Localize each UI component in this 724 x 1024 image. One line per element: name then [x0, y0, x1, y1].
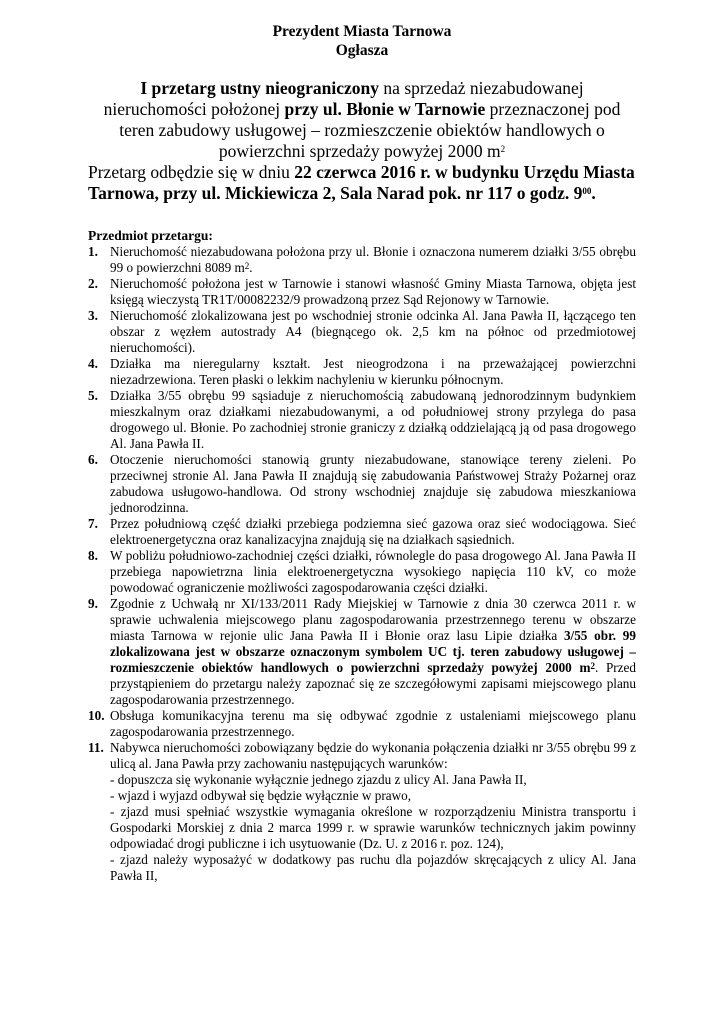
list-item — [88, 388, 636, 452]
item-text: Działka ma nieregularny kształt. Jest nieogrodzona i na przeważającej powierzchni niezadrzewiona. Teren płaski o lekkim nachyleniu w kierunku północnym. — [110, 356, 636, 387]
item-text: Otoczenie nieruchomości stanowią grunty niezabudowane, stanowiące tereny zieleni. Po przeciwnej stronie Al. Jana Pawła II znajdują się zabudowania Państwowej Straży Pożarnej oraz zabudowa usługowo-handlowa. Od strony wschodniej znajduje się zabudowa mieszkaniowa jednorodzinna. — [110, 452, 636, 515]
item-number: 10. — [88, 708, 105, 723]
item-number: 9. — [88, 596, 98, 611]
list-item — [88, 708, 636, 740]
lead-tender-type: I przetarg ustny nieograniczony — [140, 78, 380, 98]
item-number: 4. — [88, 356, 98, 371]
lead-text-2: przeznaczonej pod teren zabudowy usługowej – rozmieszczenie obiektów handlowych o powierzchni sprzedaży powyżej 2000 m — [119, 99, 621, 161]
item-number: 1. — [88, 244, 98, 259]
item-bold-sup: 2 — [590, 661, 595, 671]
list-item — [88, 244, 636, 276]
announcement-lead — [88, 78, 636, 162]
condition-line: - wjazd i wyjazd odbywał się będzie wyłącznie w prawo, — [110, 788, 412, 803]
item-text: Działka 3/55 obrębu 99 sąsiaduje z nieruchomością zabudowaną jednorodzinnym budynkiem mieszkalnym oraz działkami niezabudowanymi, a od południowej strony przylega do pasa drogowego ul. Błonie. Po zachodniej stronie graniczy z działką oddzielającą ją od pasa drogowego Al. Jana Pawła II. — [110, 388, 636, 451]
item-text: Nieruchomość położona jest w Tarnowie i stanowi własność Gminy Miasta Tarnowa, objęta jest księgą wieczystą TR1T/00082232/9 prowadzoną przez Sąd Rejonowy w Tarnowie. — [110, 276, 636, 307]
subject-list — [88, 244, 636, 884]
item-text: Nieruchomość niezabudowana położona przy ul. Błonie i oznaczona numerem działki 3/55 obrębu 99 o powierzchni 8089 m — [110, 244, 636, 275]
item-number: 6. — [88, 452, 98, 467]
list-item — [88, 596, 636, 708]
date-details: 22 czerwca 2016 r. w budynku Urzędu Miasta Tarnowa, przy ul. Mickiewicza 2, Sala Narad pok. nr 117 o godz. 9 — [88, 162, 635, 203]
item-sup: 2 — [244, 261, 250, 271]
list-item — [88, 548, 636, 596]
header-authority: Prezydent Miasta Tarnowa — [272, 23, 452, 40]
lead-sup: 2 — [500, 144, 506, 154]
item-text: W pobliżu południowo-zachodniej części działki, równolegle do pasa drogowego Al. Jana Pawła II przebiega napowietrzna linia elektroenergetyczna wysokiego napięcia 110 kV, co może powodować ograniczenie możliwości zagospodarowania części działki. — [110, 548, 636, 595]
list-item — [88, 308, 636, 356]
item-text: Obsługa komunikacyjna terenu ma się odbywać zgodnie z ustaleniami miejscowego planu zagospodarowania przestrzennego. — [110, 708, 636, 739]
item-number: 5. — [88, 388, 98, 403]
condition-line: - zjazd należy wyposażyć w dodatkowy pas ruchu dla pojazdów skręcających z ulicy Al. Jana Pawła II, — [110, 852, 636, 883]
date-intro: Przetarg odbędzie się w dniu — [88, 162, 295, 182]
lead-location: przy ul. Błonie w Tarnowie — [284, 99, 486, 119]
condition-line: - dopuszcza się wykonanie wyłącznie jednego zjazdu z ulicy Al. Jana Pawła II, — [110, 772, 527, 787]
tender-date-place — [88, 162, 636, 204]
item-number: 7. — [88, 516, 98, 531]
date-time-sup: 00 — [582, 186, 592, 196]
list-item — [88, 452, 636, 516]
header-announces: Ogłasza — [335, 42, 389, 59]
subject-title: Przedmiot przetargu: — [88, 228, 213, 243]
item-bold-text: 3/55 obr. 99 zlokalizowana jest w obszarze oznaczonym symbolem UC tj. teren zabudowy usługowej – rozmieszczenie obiektów handlowych o powierzchni sprzedaży powyżej 2000 m — [110, 628, 636, 675]
condition-line: - zjazd musi spełniać wszystkie wymagania określone w rozporządzeniu Ministra transportu i Gospodarki Morskiej z dnia 2 marca 1999 r. w sprawie warunków technicznych jakim powinny odpowiadać drogi publiczne i ich usytuowanie (Dz. U. z 2016 r. poz. 124), — [110, 804, 636, 851]
item-tail: . — [249, 260, 253, 275]
lead-text-1: na sprzedaż niezabudowanej nieruchomości położonej — [103, 78, 584, 119]
item-number: 3. — [88, 308, 98, 323]
item-text: Nabywca nieruchomości zobowiązany będzie do wykonania połączenia działki nr 3/55 obrębu 99 z ulicą al. Jana Pawła przy zachowaniu następujących warunków: — [110, 740, 636, 771]
list-item — [88, 740, 636, 884]
list-item — [88, 276, 636, 308]
item-tail: . Przed przystąpieniem do przetargu należy zapoznać się ze szczegółowymi zapisami miejscowego planu zagospodarowania przestrzennego. — [110, 660, 636, 707]
item-number: 2. — [88, 276, 98, 291]
item-text: Zgodnie z Uchwałą nr XI/133/2011 Rady Miejskiej w Tarnowie z dnia 30 czerwca 2011 r. w sprawie uchwalenia miejscowego planu zagospodarowania przestrzennego terenu w obszarze miasta Tarnowa w rejonie ulic Jana Pawła II i Błonie oraz lasu Lipie działka — [110, 596, 636, 643]
list-item — [88, 356, 636, 388]
list-item — [88, 516, 636, 548]
header — [88, 22, 636, 60]
item-text: Nieruchomość zlokalizowana jest po wschodniej stronie odcinka Al. Jana Pawła II, łączącego ten obszar z węzłem autostrady A4 (biegnącego ok. 2,5 km na północ od przedmiotowej nieruchomości). — [110, 308, 636, 355]
date-period: . — [591, 183, 596, 203]
item-number: 11. — [88, 740, 104, 755]
item-number: 8. — [88, 548, 98, 563]
item-text: Przez południową część działki przebiega podziemna sieć gazowa oraz sieć wodociągowa. Sieć elektroenergetyczna oraz kanalizacyjna znajdują się na działkach sąsiednich. — [110, 516, 636, 547]
